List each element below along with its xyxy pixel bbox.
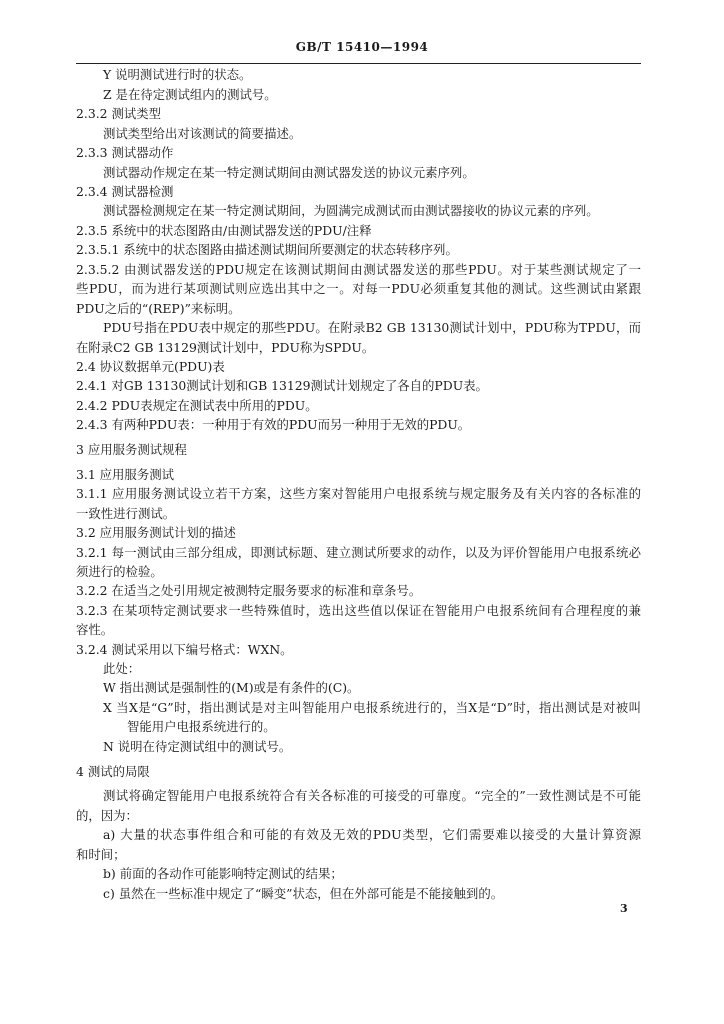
text-line: 2.3.5.2 由测试器发送的PDU规定在该测试期间由测试器发送的那些PDU。对于某些测试规定了一 <box>76 262 641 277</box>
text-line: 2.4.1 对GB 13130测试计划和GB 13129测试计划规定了各自的PDU表。 <box>76 378 488 393</box>
text-line: 2.3.5.1 系统中的状态图路由描述测试期间所要测定的状态转移序列。 <box>76 242 458 257</box>
text-line: PDU之后的“(REP)”来标明。 <box>76 301 241 316</box>
text-line: 2.4.3 有两种PDU表：一种用于有效的PDU而另一种用于无效的PDU。 <box>76 417 471 432</box>
text-line: 2.4.2 PDU表规定在测试表中所用的PDU。 <box>76 398 318 413</box>
text-line: 2.4 协议数据单元(PDU)表 <box>76 359 225 374</box>
text-line: b) 前面的各动作可能影响特定测试的结果； <box>103 866 343 881</box>
text-line: 3.2.4 测试采用以下编号格式：WXN。 <box>76 642 293 657</box>
text-line: 2.3.3 测试器动作 <box>76 145 174 160</box>
text-line: 测试器动作规定在某一特定测试期间由测试器发送的协议元素序列。 <box>103 165 475 180</box>
text-line: 的，因为： <box>76 808 138 823</box>
text-line: 在附录C2 GB 13129测试计划中，PDU称为SPDU。 <box>76 340 375 355</box>
text-line: X 当X是“G”时，指出测试是对主叫智能用户电报系统进行的，当X是“D”时，指出测试是对被叫 <box>103 700 641 715</box>
text-line: 和时间； <box>76 847 126 862</box>
text-line: c) 虽然在一些标准中规定了“瞬变”状态，但在外部可能是不能接触到的。 <box>103 886 504 901</box>
text-line: 2.3.4 测试器检测 <box>76 184 174 199</box>
text-line: Y 说明测试进行时的状态。 <box>103 67 252 82</box>
text-line: 些PDU，而为进行某项测试则应选出其中之一。对每一PDU必须重复其他的测试。这些测试由紧跟 <box>76 281 641 296</box>
text-line: 3.2.1 每一测试由三部分组成，即测试标题、建立测试所要求的动作，以及为评价智能用户电报系统必 <box>76 545 641 560</box>
text-line: 测试将确定智能用户电报系统符合有关各标准的可接受的可靠度。“完全的”一致性测试是不可能 <box>103 788 641 803</box>
text-line: 3 应用服务测试规程 <box>76 442 187 457</box>
page-number: 3 <box>620 902 628 915</box>
text-line: a) 大量的状态事件组合和可能的有效及无效的PDU类型，它们需要难以接受的大量计算资源 <box>103 827 641 842</box>
text-line: 测试器检测规定在某一特定测试期间，为圆满完成测试而由测试器接收的协议元素的序列。 <box>103 203 599 218</box>
text-line: Z 是在待定测试组内的测试号。 <box>103 87 277 102</box>
text-line: 4 测试的局限 <box>76 764 150 779</box>
text-line: 智能用户电报系统进行的。 <box>127 719 276 734</box>
header-rule <box>76 63 641 64</box>
text-line: 3.1 应用服务测试 <box>76 467 174 482</box>
text-line: 2.3.2 测试类型 <box>76 106 162 121</box>
text-line: 2.3.5 系统中的状态图路由/由测试器发送的PDU/注释 <box>76 223 372 238</box>
text-line: 3.2.2 在适当之处引用规定被测特定服务要求的标准和章条号。 <box>76 583 422 598</box>
text-line: 3.2.3 在某项特定测试要求一些特殊值时，选出这些值以保证在智能用户电报系统间有合理程度的兼 <box>76 603 641 618</box>
text-line: 3.1.1 应用服务测试设立若干方案，这些方案对智能用户电报系统与规定服务及有关内容的各标准的 <box>76 486 641 501</box>
text-line: W 指出测试是强制性的(M)或是有条件的(C)。 <box>103 680 360 695</box>
text-line: 一致性进行测试。 <box>76 506 176 521</box>
text-line: 此处： <box>103 661 141 676</box>
page-header: GB/T 15410—1994 <box>295 40 429 54</box>
text-line: 容性。 <box>76 622 114 637</box>
text-line: N 说明在待定测试组中的测试号。 <box>103 739 292 754</box>
text-line: 须进行的检验。 <box>76 564 163 579</box>
text-line: 测试类型给出对该测试的简要描述。 <box>103 126 302 141</box>
text-line: 3.2 应用服务测试计划的描述 <box>76 525 236 540</box>
text-line: PDU号指在PDU表中规定的那些PDU。在附录B2 GB 13130测试计划中，PDU称为TPDU，而 <box>103 320 641 335</box>
